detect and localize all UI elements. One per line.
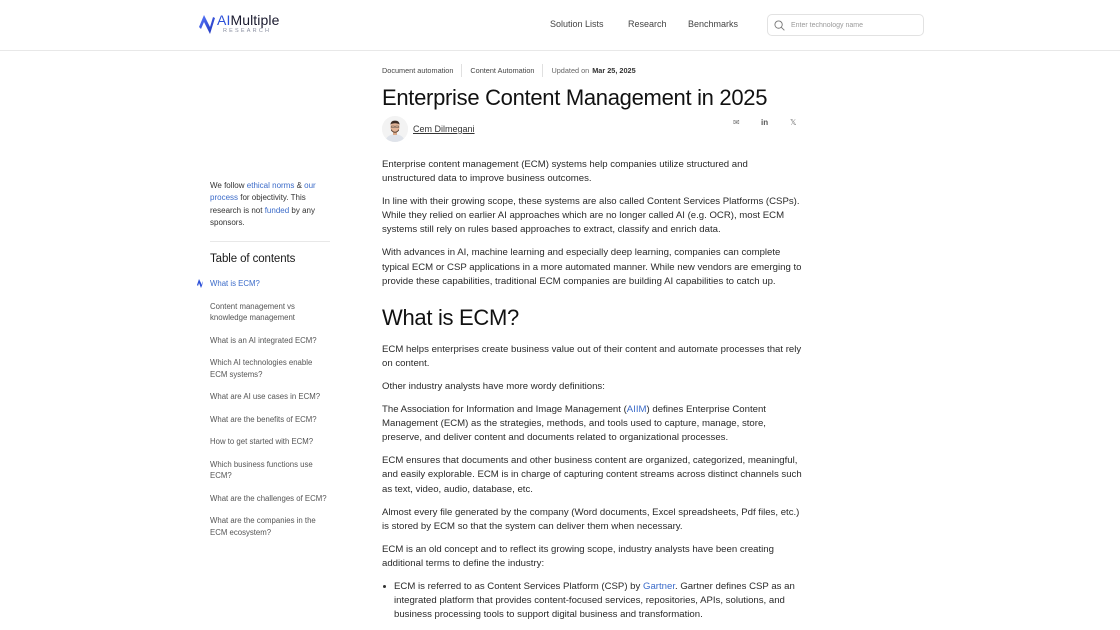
author-name-link[interactable]: Cem Dilmegani [413, 124, 475, 134]
objectivity-disclaimer [210, 180, 330, 229]
disclaimer-text: & [294, 181, 305, 190]
nav-solution-lists[interactable]: Solution Lists [550, 19, 604, 29]
search-box[interactable] [767, 14, 924, 36]
toc-item-business-functions[interactable] [210, 459, 330, 482]
bullet-item-gartner [382, 580, 802, 622]
intro-paragraph: With advances in AI, machine learning and especially deep learning, companies can complete typical ECM or CSP applications in a more automated manner. While new vendors are emerging to provide these capabilities, traditional ECM companies are building AI capabilities to catch up. [382, 247, 802, 287]
meta-divider [461, 64, 462, 77]
toc-item-challenges[interactable] [210, 493, 330, 505]
paragraph-text: The Association for Information and Image Management ( [382, 404, 627, 416]
our-process-link[interactable]: our process [210, 181, 316, 203]
nav-benchmarks[interactable]: Benchmarks [688, 19, 739, 29]
toc-link[interactable]: What are the challenges of ECM? [210, 493, 327, 503]
nav-research[interactable]: Research [628, 19, 667, 29]
body-paragraph: ECM ensures that documents and other business content are organized, categorized, meaningful, and easily explorable. ECM is in charge of capturing content streams across distinct channels such as text, video, audio, database, etc. [382, 455, 802, 495]
author-row [382, 116, 802, 146]
body-paragraph: ECM helps enterprises create business value out of their content and automate processes that rely on content. [382, 343, 802, 369]
bullet-text: . Gartner defines CSP as an integrated platform that provides content-focused services, repositories, APIs, solutions, and business processing tools to support digital business and transformation. [394, 580, 795, 621]
sidebar-divider [210, 241, 330, 242]
disclaimer-text: We follow [210, 181, 247, 190]
toc-link[interactable]: How to get started with ECM? [210, 437, 314, 447]
toc-link[interactable]: Which business functions use ECM? [210, 459, 313, 481]
body-paragraph: Other industry analysts have more wordy definitions: [382, 380, 605, 392]
body-paragraph: Almost every file generated by the company (Word documents, Excel spreadsheets, Pdf files, etc.) is stored by ECM so that the system can deliver them when necessary. [382, 506, 800, 532]
logo-mark-icon [199, 13, 215, 35]
body-paragraph: ECM is an old concept and to reflect its growing scope, industry analysts have been creating additional terms to define the industry: [382, 543, 774, 569]
aimultiple-logo[interactable] [199, 13, 279, 35]
toc-item-ai-integrated-ecm[interactable] [210, 335, 330, 347]
toc-link[interactable]: Content management vs knowledge management [210, 301, 295, 323]
article-meta [382, 60, 802, 80]
toc-item-companies[interactable] [210, 515, 330, 538]
section-heading-what-is-ecm: What is ECM? [382, 304, 519, 330]
breadcrumb-content-automation[interactable]: Content Automation [470, 65, 535, 75]
logo-name-rest: Multiple [230, 12, 280, 28]
logo-subtitle: RESEARCH [223, 28, 272, 34]
bullet-list [382, 580, 802, 622]
intro-paragraph: In line with their growing scope, these systems are also called Content Services Platforms (CSPs). While they relied on earlier AI approaches which are no longer called AI (e.g. OCR), most ECM systems still rely on rules based approaches to extract, classify and enrich data. [382, 196, 800, 236]
body-paragraph-aiim [382, 403, 802, 445]
toc-item-get-started[interactable] [210, 436, 330, 448]
toc-link[interactable]: What is ECM? [210, 279, 260, 289]
toc-item-ai-use-cases[interactable] [210, 391, 330, 403]
search-icon [774, 20, 785, 31]
disclaimer-text: by any sponsors. [210, 205, 315, 227]
toc-title: Table of contents [210, 253, 296, 266]
toc-link[interactable]: What are the companies in the ECM ecosystem? [210, 516, 316, 537]
updated-label: Updated on [551, 65, 590, 75]
toc-link[interactable]: What are AI use cases in ECM? [210, 392, 321, 402]
toc-link[interactable]: What is an AI integrated ECM? [210, 335, 317, 345]
meta-divider [542, 64, 543, 77]
active-marker-icon [197, 279, 203, 288]
updated-date: Mar 25, 2025 [592, 65, 636, 75]
toc-link[interactable]: Which AI technologies enable ECM systems? [210, 358, 313, 379]
funded-link[interactable]: funded [264, 205, 290, 215]
toc-item-what-is-ecm[interactable] [210, 278, 330, 290]
top-header [0, 0, 1120, 51]
x-share-icon[interactable]: 𝕏 [790, 118, 797, 127]
article [382, 60, 802, 622]
bullet-text: ECM is referred to as Content Services Platform (CSP) by [394, 580, 643, 592]
toc-item-benefits[interactable] [210, 414, 330, 426]
aiim-link[interactable]: AIIM [626, 404, 647, 416]
page-title: Enterprise Content Management in 2025 [382, 85, 768, 110]
toc-item-ai-technologies[interactable] [210, 357, 330, 380]
article-body [382, 158, 802, 622]
paragraph-text: ) defines Enterprise Content Management (ECM) as the strategies, methods, and tools used to capture, manage, store, preserve, and deliver content and documents related to organizational processes. [382, 404, 766, 444]
logo-name [217, 13, 279, 27]
linkedin-share-icon[interactable]: in [761, 118, 769, 127]
person-photo-icon [382, 116, 408, 142]
ethical-norms-link[interactable]: ethical norms [246, 181, 295, 190]
disclaimer-text: for objectivity. This research is not [210, 193, 306, 215]
sidebar [210, 180, 330, 549]
gartner-link[interactable]: Gartner [642, 580, 675, 592]
intro-paragraph: Enterprise content management (ECM) systems help companies utilize structured and unstructured data to improve business outcomes. [382, 159, 748, 185]
search-input[interactable] [791, 22, 911, 29]
table-of-contents [210, 278, 330, 538]
breadcrumb-document-automation[interactable]: Document automation [382, 65, 454, 75]
logo-name-accent: AI [217, 12, 231, 28]
email-share-icon[interactable]: ✉ [733, 118, 740, 127]
author-avatar[interactable] [382, 116, 408, 142]
toc-item-content-vs-knowledge[interactable] [210, 301, 330, 324]
toc-link[interactable]: What are the benefits of ECM? [210, 414, 317, 424]
